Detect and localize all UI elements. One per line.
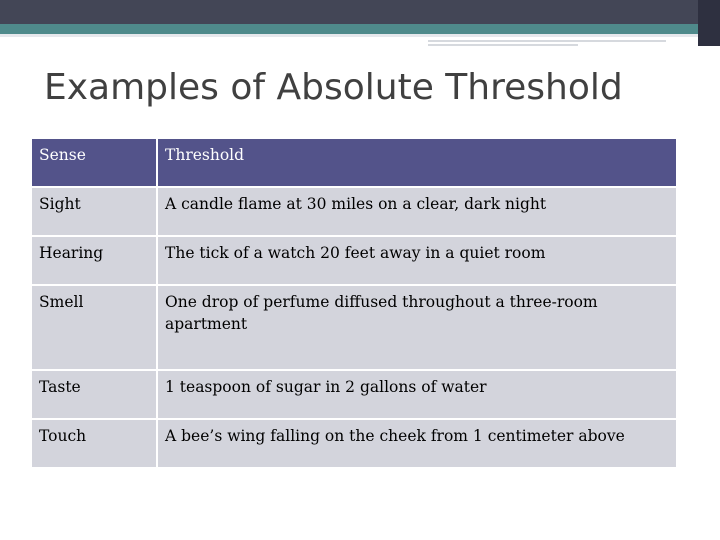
- sense-cell: Touch: [31, 419, 157, 468]
- threshold-cell: The tick of a watch 20 feet away in a quiet room: [157, 236, 677, 285]
- decorative-rule: [428, 44, 578, 46]
- sense-cell: Taste: [31, 370, 157, 419]
- table-row: [31, 285, 677, 370]
- threshold-cell: 1 teaspoon of sugar in 2 gallons of water: [157, 370, 677, 419]
- decorative-rule: [428, 40, 666, 42]
- decorative-rule: [0, 34, 698, 37]
- column-header-threshold: Threshold: [157, 138, 677, 187]
- table-row: [31, 236, 677, 285]
- sense-cell: Sight: [31, 187, 157, 236]
- table-row: [31, 370, 677, 419]
- column-header-sense: Sense: [31, 138, 157, 187]
- threshold-table: [30, 137, 678, 469]
- slide-title: Examples of Absolute Threshold: [44, 67, 623, 108]
- top-banner-end-block: [698, 0, 720, 46]
- table-header-row: [31, 138, 677, 187]
- table-row: [31, 187, 677, 236]
- top-banner-bar: [0, 0, 720, 24]
- threshold-cell: A bee’s wing falling on the cheek from 1 centimeter above: [157, 419, 677, 468]
- threshold-cell: A candle flame at 30 miles on a clear, dark night: [157, 187, 677, 236]
- table-row: [31, 419, 677, 468]
- sense-cell: Smell: [31, 285, 157, 370]
- top-accent-stripe: [0, 24, 720, 34]
- threshold-cell: One drop of perfume diffused throughout a three-room apartment: [157, 285, 677, 370]
- sense-cell: Hearing: [31, 236, 157, 285]
